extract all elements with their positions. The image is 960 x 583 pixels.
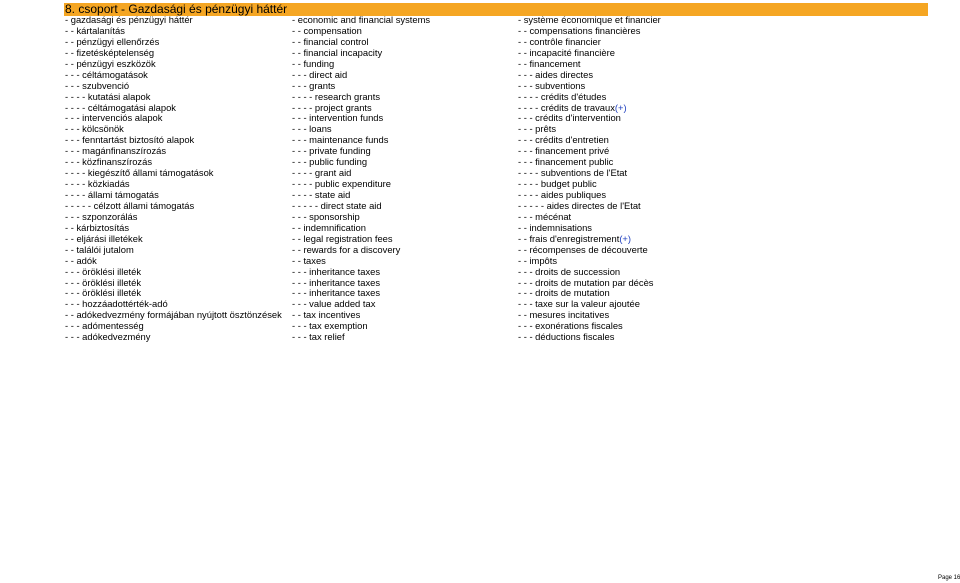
term-hungarian: - - - öröklési illeték [65,265,142,277]
term-hungarian: - gazdasági és pénzügyi háttér [65,14,193,25]
term-hungarian: - - - öröklési illeték [65,276,142,288]
term-french-text: - - - déductions fiscales [518,331,615,343]
term-hungarian: - - - adókedvezmény [65,331,151,343]
term-english: - - - private funding [292,145,371,157]
term-french-text: - - incapacité financière [518,46,615,58]
term-hungarian: - - - fenntartást biztosító alapok [65,134,195,146]
term-hungarian: - - - - kutatási alapok [65,90,151,102]
term-french-text: - - - crédits d'intervention [518,112,621,124]
group-title: 8. csoport - Gazdasági és pénzügyi háttér [65,2,288,16]
term-english: - - financial control [292,35,369,47]
plus-marker: (+) [619,232,632,244]
term-hungarian: - - - adómentesség [65,320,144,332]
term-hungarian: - - kártalanítás [65,24,125,36]
term-hungarian: - - - hozzáadottérték-adó [65,298,168,310]
term-english: - - indemnification [292,221,366,233]
term-english: - - - loans [292,123,332,135]
term-english: - - - inheritance taxes [292,265,381,277]
term-hungarian: - - - - - célzott állami támogatás [65,199,195,211]
term-french-text: - - - mécénat [518,210,572,222]
term-hungarian: - - adók [65,254,97,266]
term-english: - - rewards for a discovery [292,243,401,255]
term-hungarian: - - - magánfinanszírozás [65,145,167,157]
term-english: - - - - project grants [292,101,372,113]
term-english: - - - - state aid [292,189,351,200]
term-english: - - - tax exemption [292,320,368,332]
term-french-text: - - - droits de succession [518,265,621,277]
term-hungarian: - - - - állami támogatás [65,189,159,200]
term-french-text: - - - droits de mutation par décès [518,276,654,288]
term-english: - - tax incentives [292,309,361,321]
term-hungarian: - - fizetésképtelenség [65,46,155,58]
term-french-text: - - récompenses de découverte [518,243,648,255]
term-english: - - - - public expenditure [292,178,392,190]
term-french-text: - - - - - aides directes de l'Etat [518,199,641,211]
term-hungarian: - - - közfinanszírozás [65,156,153,168]
term-french-text: - système économique et financier [518,14,661,25]
term-french-text: - - indemnisations [518,221,592,233]
term-english: - - - - grant aid [292,167,352,179]
group-title-bar [64,3,928,16]
term-english: - - funding [292,57,335,69]
term-hungarian: - - kárbiztosítás [65,221,130,233]
term-english: - - - maintenance funds [292,134,389,146]
term-hungarian: - - - öröklési illeték [65,287,142,299]
term-french-text: - - compensations financières [518,24,641,36]
term-french [518,332,614,343]
term-hungarian: - - adókedvezmény formájában nyújtott ösztönzések [65,309,282,321]
term-english: - - - grants [292,79,336,91]
term-english: - - financial incapacity [292,46,383,58]
term-english: - - - direct aid [292,68,348,80]
term-hungarian: - - pénzügyi eszközök [65,57,156,69]
term-french-text: - - - taxe sur la valeur ajoutée [518,298,640,310]
term-french-text: - - - crédits d'entretien [518,134,609,146]
page-number: Page 16 [938,575,960,581]
term-french-text: - - - financement public [518,156,614,168]
term-english: - - - inheritance taxes [292,276,381,288]
term-hungarian: - - - - közkiadás [65,178,130,190]
term-english: - - - inheritance taxes [292,287,381,299]
term-english: - - - value added tax [292,298,376,310]
term-french-text: - - - - subventions de l'Etat [518,167,628,179]
term-french-text: - - - droits de mutation [518,287,610,299]
term-french-text: - - - - crédits de travaux [518,101,615,113]
term-hungarian: - - pénzügyi ellenőrzés [65,35,160,47]
term-hungarian: - - - szponzorálás [65,210,138,222]
term-english: - - legal registration fees [292,232,393,244]
term-english: - - - - research grants [292,90,381,102]
term-hungarian: - - találói jutalom [65,243,134,255]
term-hungarian: - - - intervenciós alapok [65,112,163,124]
term-hungarian: - - - kölcsönök [65,123,124,135]
term-hungarian: - - - céltámogatások [65,68,148,80]
term-french-text: - - - exonérations fiscales [518,320,623,332]
term-french-text: - - impôts [518,254,558,266]
term-english: - - - sponsorship [292,210,360,222]
term-english: - - - public funding [292,156,368,168]
term-french-text: - - - aides directes [518,68,594,80]
term-french-text: - - - - aides publiques [518,189,607,200]
term-hungarian: - - - - kiegészítő állami támogatások [65,167,214,179]
term-english: - - compensation [292,24,362,36]
term-english: - - taxes [292,254,326,266]
term-french-text: - - - financement privé [518,145,610,157]
term-french-text: - - frais d'enregistrement [518,232,620,244]
term-french-text: - - financement [518,57,581,69]
term-hungarian: - - - szubvenció [65,79,130,91]
term-french-text: - - - subventions [518,79,586,91]
plus-marker: (+) [614,101,627,113]
term-hungarian: - - - - céltámogatási alapok [65,101,176,113]
term-french-text: - - contrôle financier [518,35,601,47]
term-english: - - - - - direct state aid [292,199,382,211]
term-hungarian: - - eljárási illetékek [65,232,143,244]
term-french-text: - - - - budget public [518,178,597,190]
term-french-text: - - mesures incitatives [518,309,610,321]
term-english: - - - intervention funds [292,112,384,124]
term-english: - economic and financial systems [292,14,431,25]
term-french-text: - - - prêts [518,123,557,135]
term-french-text: - - - - crédits d'études [518,90,607,102]
term-english: - - - tax relief [292,331,345,343]
